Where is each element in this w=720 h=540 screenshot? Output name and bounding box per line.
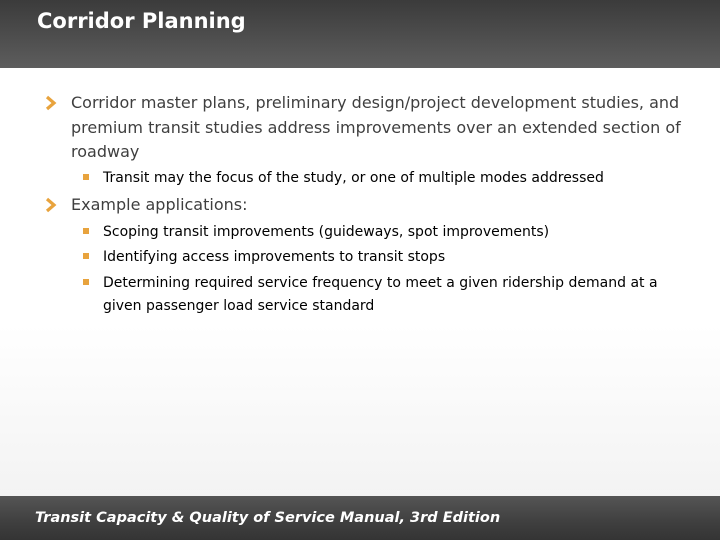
- square-bullet-icon: [83, 228, 89, 234]
- footer-bar: [0, 496, 720, 540]
- chevron-right-icon: [43, 197, 59, 213]
- sub-bullet-access: Identifying access improvements to transit stops: [103, 249, 446, 265]
- bullet-example-applications: Example applications:: [71, 195, 248, 214]
- sub-bullet-transit-focus: Transit may the focus of the study, or one of multiple modes addressed: [103, 170, 604, 186]
- sub-bullet-scoping: Scoping transit improvements (guideways, spot improvements): [103, 224, 550, 240]
- title-bar: [0, 0, 720, 68]
- sub-bullet-frequency: Determining required service frequency to meet a given ridership demand at a given passenger load service standard: [103, 275, 658, 314]
- square-bullet-icon: [83, 174, 89, 180]
- square-bullet-icon: [83, 279, 89, 285]
- square-bullet-icon: [83, 253, 89, 259]
- bullet-corridor-plans: Corridor master plans, preliminary design/project development studies, and premium transit studies address improvements over an extended section of roadway: [71, 93, 681, 161]
- slide-title: Corridor Planning: [37, 9, 246, 33]
- footer-text: Transit Capacity & Quality of Service Manual, 3rd Edition: [35, 510, 501, 526]
- chevron-right-icon: [43, 95, 59, 111]
